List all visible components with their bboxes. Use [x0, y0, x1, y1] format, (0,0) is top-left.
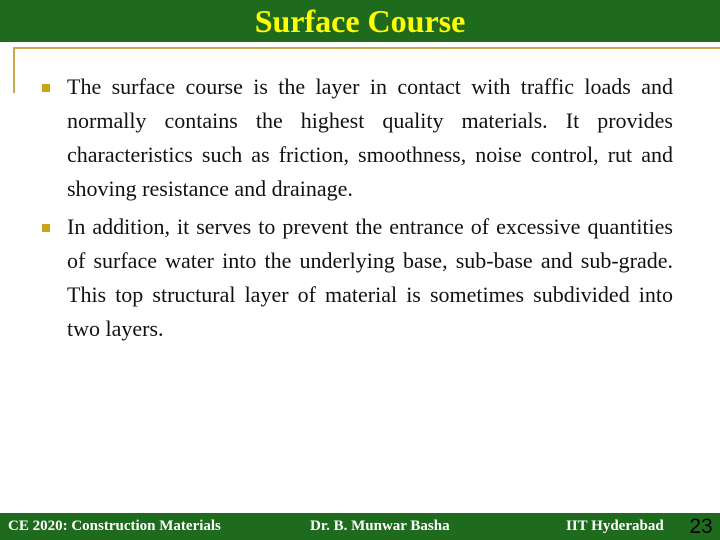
bullet-item	[40, 210, 673, 346]
square-bullet-icon	[42, 224, 50, 232]
page-number: 23	[689, 515, 713, 538]
footer-institute: IIT Hyderabad	[566, 518, 664, 534]
slide-content	[40, 70, 673, 350]
bullet-item	[40, 70, 673, 206]
footer-author: Dr. B. Munwar Basha	[310, 518, 450, 534]
footer-course: CE 2020: Construction Materials	[8, 518, 221, 534]
bullet-text: In addition, it serves to prevent the entrance of excessive quantities of surface water into the underlying base, sub-base and sub-grade. This top structural layer of material is sometimes subdivided into two layers.	[67, 214, 673, 341]
bullet-text: The surface course is the layer in contact with traffic loads and normally contains the highest quality materials. It provides characteristics such as friction, smoothness, noise control, rut and shoving resistance and drainage.	[67, 74, 673, 201]
slide-title: Surface Course	[254, 3, 466, 39]
accent-divider	[14, 47, 720, 49]
square-bullet-icon	[42, 84, 50, 92]
accent-corner	[13, 47, 15, 93]
